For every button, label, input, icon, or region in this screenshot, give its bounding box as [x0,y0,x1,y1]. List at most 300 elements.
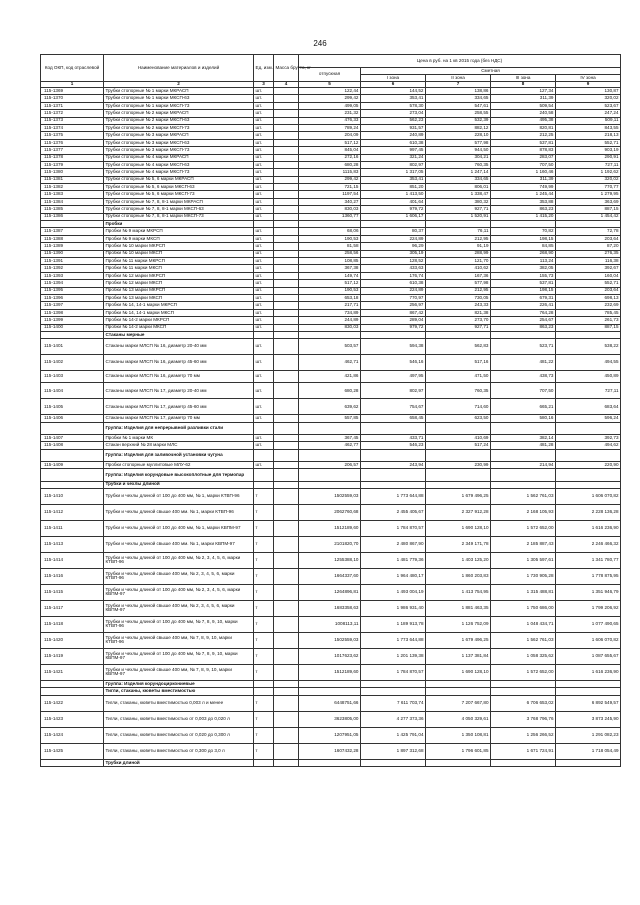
item-code: 115-1370 [41,95,104,102]
header-zone-1: I зона [361,75,426,82]
price-wholesale: 421,86 [299,371,361,383]
table-row [41,287,621,294]
item-mass [274,552,299,568]
price-zone-3: 1 562 761,03 [491,488,556,504]
item-code: 115-1399 [41,317,104,324]
price-zone-3 [491,469,556,481]
table-row [41,191,621,198]
price-zone-4: 683,64 [556,399,621,415]
price-zone-2 [426,331,491,338]
price-zone-1 [361,759,426,766]
item-unit: шт. [254,213,274,220]
price-zone-1: 610,38 [361,139,426,146]
page-number: 246 [313,39,327,48]
table-row [41,228,621,235]
item-unit: шт. [254,302,274,309]
item-unit: шт. [254,184,274,191]
price-zone-3 [491,759,556,766]
table-row [41,695,621,711]
price-zone-2: 2 349 171,78 [426,536,491,552]
item-mass [274,568,299,584]
price-zone-1: 2 455 405,67 [361,504,426,520]
item-unit: т [254,648,274,664]
item-unit: шт. [254,235,274,242]
table-row [41,88,621,95]
item-code: 115-1420 [41,632,104,648]
price-zone-2: 517,24 [426,442,491,449]
item-code: 115-1421 [41,664,104,680]
price-zone-4 [556,449,621,461]
price-zone-2: 76,11 [426,228,491,235]
price-zone-2: 577,98 [426,139,491,146]
header-zone-2: II зона [426,75,491,82]
item-unit: шт. [254,124,274,131]
price-zone-1: 401,64 [361,198,426,205]
price-wholesale: 340,27 [299,198,361,205]
item-name: Стаканы марки МЛСП № 16, диаметр 70 мм [104,371,254,383]
price-wholesale: 517,12 [299,280,361,287]
item-name: Пробки № 14-2 марки МКРСП [104,317,254,324]
price-zone-2: 1 520,91 [426,213,491,220]
price-zone-3: 679,31 [491,294,556,301]
price-zone-3: 665,21 [491,399,556,415]
item-name: Тигли, стаканы, кюветы вместимостью 0,003 л и менее [104,695,254,711]
table-row [41,235,621,242]
item-unit: шт. [254,206,274,213]
price-zone-3: 6 706 653,02 [491,695,556,711]
item-unit [254,221,274,228]
price-zone-3: 1 160,46 [491,169,556,176]
price-zone-3: 481,28 [491,442,556,449]
price-zone-4: 727,11 [556,161,621,168]
price-zone-4: 1 616 236,90 [556,664,621,680]
price-zone-1: 353,41 [361,176,426,183]
price-wholesale: 1207951,05 [299,727,361,743]
item-mass [274,228,299,235]
item-mass [274,102,299,109]
price-zone-4: 727,11 [556,383,621,399]
table-row [41,302,621,309]
group-row [41,680,621,687]
table-row [41,462,621,469]
price-zone-1: 1 317,05 [361,169,426,176]
price-zone-4: 1 291 082,23 [556,727,621,743]
price-zone-4: 218,13 [556,132,621,139]
item-name: Трубки и чехлы длиной от 100 до 400 мм, № 7, 8, 9, 10, марки КВПМ-97 [104,648,254,664]
item-name: Пробки № 9 марки МКСП [104,235,254,242]
price-zone-1: 128,52 [361,257,426,264]
price-zone-4: 1 799 206,92 [556,600,621,616]
price-wholesale: 462,71 [299,355,361,371]
table-row [41,371,621,383]
price-zone-4: 538,22 [556,339,621,355]
price-zone-1: 610,38 [361,280,426,287]
table-row [41,504,621,520]
item-code: 115-1390 [41,250,104,257]
price-wholesale: 845,04 [299,147,361,154]
price-zone-2 [426,221,491,228]
item-unit [254,759,274,766]
price-wholesale [299,680,361,687]
item-unit: шт. [254,399,274,415]
item-name: Группа: Изделия для непрерывной разливки стали [104,422,254,434]
item-mass [274,250,299,257]
price-zone-3: 1 750 686,00 [491,600,556,616]
item-code: 115-1374 [41,124,104,131]
table-row [41,102,621,109]
price-zone-1: 289,04 [361,317,426,324]
item-name: Группа: Изделия корундоциркониевые [104,680,254,687]
item-mass [274,235,299,242]
price-zone-1: 1 897 312,68 [361,743,426,759]
table-row [41,383,621,399]
item-name: Пробки [104,221,254,228]
price-zone-1 [361,422,426,434]
price-zone-1: 1 784 870,57 [361,664,426,680]
table-row [41,198,621,205]
item-name: Пробки № 10 марки МКСП [104,250,254,257]
price-zone-4: 203,64 [556,235,621,242]
header-unit: Ед. изм. [254,55,274,82]
price-wholesale: 6448751,66 [299,695,361,711]
price-zone-4 [556,221,621,228]
item-unit: шт. [254,415,274,422]
price-wholesale [299,688,361,695]
price-zone-3: 1 256 266,52 [491,727,556,743]
price-zone-1: 256,97 [361,302,426,309]
price-zone-2: 304,21 [426,154,491,161]
item-unit: шт. [254,102,274,109]
price-zone-2: 410,62 [426,265,491,272]
item-unit [254,481,274,488]
price-wholesale: 499,05 [299,102,361,109]
table-row [41,415,621,422]
item-mass [274,198,299,205]
price-wholesale: 721,15 [299,184,361,191]
price-wholesale: 503,57 [299,339,361,355]
table-row [41,442,621,449]
item-mass [274,272,299,279]
price-zone-3 [491,680,556,687]
table-row [41,95,621,102]
item-unit: т [254,504,274,520]
table-row [41,552,621,568]
price-zone-1 [361,331,426,338]
item-code: 115-1411 [41,520,104,536]
item-mass [274,520,299,536]
price-zone-2 [426,680,491,687]
table-row [41,600,621,616]
item-unit: шт. [254,355,274,371]
price-wholesale: 517,12 [299,139,361,146]
item-code: 115-1425 [41,743,104,759]
price-zone-3: 764,28 [491,309,556,316]
price-zone-2: 1 690 128,10 [426,664,491,680]
item-mass [274,355,299,371]
price-zone-4: 261,73 [556,317,621,324]
item-mass [274,415,299,422]
item-name: Трубки стопорные № 7, 8, 8-1 марки МКСП-63 [104,206,254,213]
table-row [41,399,621,415]
item-unit: т [254,536,274,552]
price-zone-3: 283,07 [491,154,556,161]
item-name: Пробки № 1 марки МК [104,435,254,442]
item-mass [274,632,299,648]
table-row [41,154,621,161]
item-code: 115-1414 [41,552,104,568]
item-code: 115-1409 [41,462,104,469]
item-mass [274,191,299,198]
price-zone-2: 562,83 [426,339,491,355]
price-zone-4: 596,24 [556,415,621,422]
table-row [41,743,621,759]
group-row [41,422,621,434]
item-mass [274,88,299,95]
price-zone-3 [491,422,556,434]
price-zone-3 [491,481,556,488]
price-zone-4: 130,87 [556,88,621,95]
item-name: Трубки и чехлы длиной [104,481,254,488]
price-zone-1: 594,38 [361,339,426,355]
item-name: Пробки № 12 марки МКСП [104,280,254,287]
table-row [41,265,621,272]
price-zone-3: 1 671 724,91 [491,743,556,759]
price-zone-3: 438,73 [491,371,556,383]
price-zone-4: 1 778 875,95 [556,568,621,584]
price-wholesale: 68,06 [299,228,361,235]
column-index: 6 [361,82,426,88]
price-zone-4: 1 606 070,82 [556,488,621,504]
item-mass [274,147,299,154]
price-zone-3: 1 415,20 [491,213,556,220]
item-unit: шт. [254,132,274,139]
price-zone-3: 580,16 [491,415,556,422]
price-wholesale: 1512189,60 [299,664,361,680]
table-row [41,147,621,154]
item-code [41,481,104,488]
price-zone-1: 979,72 [361,324,426,331]
price-zone-2: 944,50 [426,147,491,154]
price-zone-2: 532,39 [426,117,491,124]
price-zone-3: 2 168 105,93 [491,504,556,520]
price-wholesale: 258,56 [299,250,361,257]
price-zone-1: 1 964 480,17 [361,568,426,584]
price-wholesale: 122,44 [299,88,361,95]
item-unit: шт. [254,383,274,399]
price-zone-2: 273,70 [426,317,491,324]
price-zone-3: 1 245,44 [491,191,556,198]
price-zone-1: 4 277 373,36 [361,711,426,727]
price-zone-3: 382,05 [491,265,556,272]
price-wholesale: 1664337,60 [299,568,361,584]
price-zone-4: 552,71 [556,139,621,146]
table-row [41,648,621,664]
price-zone-2: 760,35 [426,161,491,168]
item-unit [254,422,274,434]
price-zone-1: 1 773 644,88 [361,488,426,504]
price-wholesale: 1502559,03 [299,488,361,504]
header-code: Код ОКП, код отраслевой [41,55,104,82]
price-zone-4: 1 279,95 [556,191,621,198]
table-row [41,280,621,287]
item-unit: шт. [254,294,274,301]
item-mass [274,399,299,415]
price-zone-4: 450,89 [556,371,621,383]
price-zone-3 [491,221,556,228]
price-zone-4: 276,35 [556,250,621,257]
item-code: 115-1424 [41,727,104,743]
header-price-title: Цена в руб. на 1 кв 2015 года (без НДС) [299,55,621,68]
price-zone-1: 1 201 139,38 [361,648,426,664]
item-code: 115-1372 [41,110,104,117]
price-zone-3: 523,71 [491,339,556,355]
price-zone-2 [426,688,491,695]
item-name: Трубки стопорные № 7, 8, 8-1 марки МКСП-73 [104,213,254,220]
item-code: 115-1406 [41,415,104,422]
price-zone-4: 1 606 070,82 [556,632,621,648]
price-zone-1 [361,449,426,461]
item-unit: т [254,727,274,743]
table-row [41,257,621,264]
price-wholesale: 1008113,11 [299,616,361,632]
price-zone-2: 258,55 [426,110,491,117]
item-name: Трубки и чехлы длиной свыше 400 мм. № 1, марки КТВП-96 [104,504,254,520]
group-row [41,688,621,695]
price-zone-2: 1 247,14 [426,169,491,176]
price-zone-4: 887,15 [556,206,621,213]
price-zone-2: 623,50 [426,415,491,422]
item-mass [274,324,299,331]
price-zone-2: 121,70 [426,257,491,264]
price-zone-2: 760,35 [426,383,491,399]
price-zone-3: 240,58 [491,110,556,117]
header-mass: Масса брутто, кг [274,55,299,82]
price-zone-1 [361,688,426,695]
column-index: 3 [254,82,274,88]
price-zone-3: 2 185 887,43 [491,536,556,552]
price-zone-1: 7 611 703,74 [361,695,426,711]
price-zone-4: 220,90 [556,462,621,469]
item-name: Трубки стопорные № 5, 6 марки МКСП-73 [104,191,254,198]
item-name: Трубки длиной [104,759,254,766]
item-mass [274,422,299,434]
price-wholesale: 244,89 [299,317,361,324]
price-zone-1: 1 784 870,57 [361,520,426,536]
item-unit [254,469,274,481]
price-zone-2: 547,61 [426,102,491,109]
item-name: Трубки стопорные № 5, 6 марки МКСП-63 [104,184,254,191]
price-zone-4: 116,38 [556,257,621,264]
price-zone-2: 1 679 496,25 [426,488,491,504]
table-row [41,520,621,536]
item-unit: шт. [254,272,274,279]
item-name: Тигли, стаканы, кюветы вместимостью от 0,300 до 3,0 л [104,743,254,759]
item-mass [274,309,299,316]
item-mass [274,257,299,264]
item-unit: шт. [254,88,274,95]
item-mass [274,371,299,383]
price-zone-3: 214,94 [491,462,556,469]
item-mass [274,680,299,687]
price-zone-1: 546,23 [361,442,426,449]
price-zone-1: 1 425 791,04 [361,727,426,743]
price-zone-3: 1 058 325,62 [491,648,556,664]
price-wholesale [299,221,361,228]
item-mass [274,243,299,250]
price-zone-3 [491,449,556,461]
item-code: 115-1377 [41,147,104,154]
item-name: Трубки стопорные № 4 марки МКРАСП [104,154,254,161]
price-zone-2 [426,759,491,766]
table-row [41,213,621,220]
price-zone-1 [361,680,426,687]
item-mass [274,206,299,213]
item-unit: шт. [254,324,274,331]
table-row [41,294,621,301]
price-zone-3: 1 305 597,61 [491,552,556,568]
item-name: Стаканы марки МЛСП № 17, диаметр 20-40 мм [104,383,254,399]
item-name: Тигли, стаканы, кюветы вместимостью от 0,003 до 0,020 л [104,711,254,727]
item-unit: шт. [254,250,274,257]
group-row [41,331,621,338]
price-zone-3: 820,81 [491,124,556,131]
price-zone-3: 537,81 [491,280,556,287]
price-zone-1 [361,481,426,488]
price-wholesale: 1197,54 [299,191,361,198]
item-name: Тигли, стаканы, кюветы вместимостью [104,688,254,695]
price-zone-1: 497,95 [361,371,426,383]
item-code: 115-1408 [41,442,104,449]
item-code: 115-1373 [41,117,104,124]
table-row [41,711,621,727]
table-row [41,664,621,680]
price-wholesale [299,469,361,481]
item-unit [254,680,274,687]
item-name: Трубки стопорные № 2 марки МКСП-73 [104,124,254,131]
price-zone-4: 247,24 [556,110,621,117]
price-wholesale: 299,42 [299,95,361,102]
item-name: Стаканы мерные [104,331,254,338]
item-code: 115-1386 [41,213,104,220]
item-name: Пробки № 10 марки МКРСП [104,243,254,250]
price-wholesale: 367,45 [299,435,361,442]
item-code: 115-1404 [41,383,104,399]
item-code: 115-1423 [41,711,104,727]
item-code: 115-1401 [41,339,104,355]
item-unit: шт. [254,265,274,272]
item-code [41,449,104,461]
price-zone-2 [426,481,491,488]
item-mass [274,331,299,338]
table-row [41,584,621,600]
item-code: 115-1419 [41,648,104,664]
price-wholesale: 557,85 [299,415,361,422]
price-wholesale: 217,71 [299,302,361,309]
price-zone-3: 311,39 [491,176,556,183]
price-zone-1: 931,57 [361,124,426,131]
price-zone-1: 96,29 [361,243,426,250]
item-code: 115-1396 [41,294,104,301]
item-unit: шт. [254,191,274,198]
item-name: Трубки стопорные № 4 марки МКСП-63 [104,161,254,168]
price-zone-1: 353,41 [361,95,426,102]
price-zone-2: 882,12 [426,124,491,131]
price-zone-2: 4 050 329,61 [426,711,491,727]
price-zone-3: 1 572 652,00 [491,520,556,536]
item-unit: шт. [254,435,274,442]
item-mass [274,184,299,191]
price-zone-2: 1 403 125,20 [426,552,491,568]
